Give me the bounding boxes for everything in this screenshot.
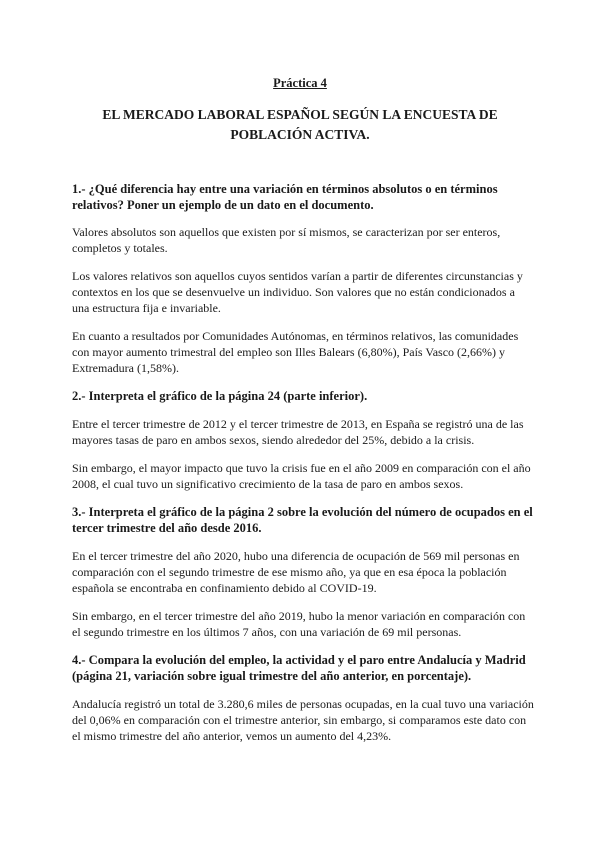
question-1: 1.- ¿Qué diferencia hay entre una variación en términos absolutos o en términos relativos? Poner un ejemplo de un dato en el documento. <box>72 182 498 212</box>
answer-4-paragraph-1: Andalucía registró un total de 3.280,6 miles de personas ocupadas, en la cual tuvo una variación del 0,06% en comparación con el trimestre anterior, sin embargo, si comparamos este dato con el mismo trimestre del año anterior, vemos un aumento del 4,23%. <box>72 697 534 743</box>
document-title: EL MERCADO LABORAL ESPAÑOL SEGÚN LA ENCUESTA DE POBLACIÓN ACTIVA. <box>102 107 498 142</box>
answer-2-paragraph-1: Entre el tercer trimestre de 2012 y el tercer trimestre de 2013, en España se registró una de las mayores tasas de paro en ambos sexos, siendo alrededor del 25%, debido a la crisis. <box>72 417 524 447</box>
question-2: 2.- Interpreta el gráfico de la página 24 (parte inferior). <box>72 389 368 403</box>
question-3: 3.- Interpreta el gráfico de la página 2 sobre la evolución del número de ocupados en el tercer trimestre del año desde 2016. <box>72 505 533 535</box>
answer-1-paragraph-2: Los valores relativos son aquellos cuyos sentidos varían a partir de diferentes circunstancias y contextos en los que se desenvuelve un individuo. Son valores que no están condicionados a una estructura fija e invariable. <box>72 269 523 315</box>
practice-label: Práctica 4 <box>273 76 327 90</box>
answer-1-paragraph-1: Valores absolutos son aquellos que existen por sí mismos, se caracterizan por ser enteros, completos y totales. <box>72 225 501 255</box>
answer-3-paragraph-2: Sin embargo, en el tercer trimestre del año 2019, hubo la menor variación en comparación con el segundo trimestre en los últimos 7 años, con una variación de 69 mil personas. <box>72 609 526 639</box>
document-body <box>72 181 534 744</box>
answer-1-paragraph-3: En cuanto a resultados por Comunidades Autónomas, en términos relativos, las comunidades con mayor aumento trimestral del empleo son Illes Balears (6,80%), País Vasco (2,66%) y Extremadura (1,58%). <box>72 329 519 375</box>
question-4: 4.- Compara la evolución del empleo, la actividad y el paro entre Andalucía y Madrid (página 21, variación sobre igual trimestre del año anterior, en porcentaje). <box>72 653 526 683</box>
answer-2-paragraph-2: Sin embargo, el mayor impacto que tuvo la crisis fue en el año 2009 en comparación con el año 2008, el cual tuvo un significativo crecimiento de la tasa de paro en ambos sexos. <box>72 461 531 491</box>
answer-3-paragraph-1: En el tercer trimestre del año 2020, hubo una diferencia de ocupación de 569 mil personas en comparación con el segundo trimestre de ese mismo año, ya que en esa época la población española se encontraba en confinamiento debido al COVID-19. <box>72 549 520 595</box>
